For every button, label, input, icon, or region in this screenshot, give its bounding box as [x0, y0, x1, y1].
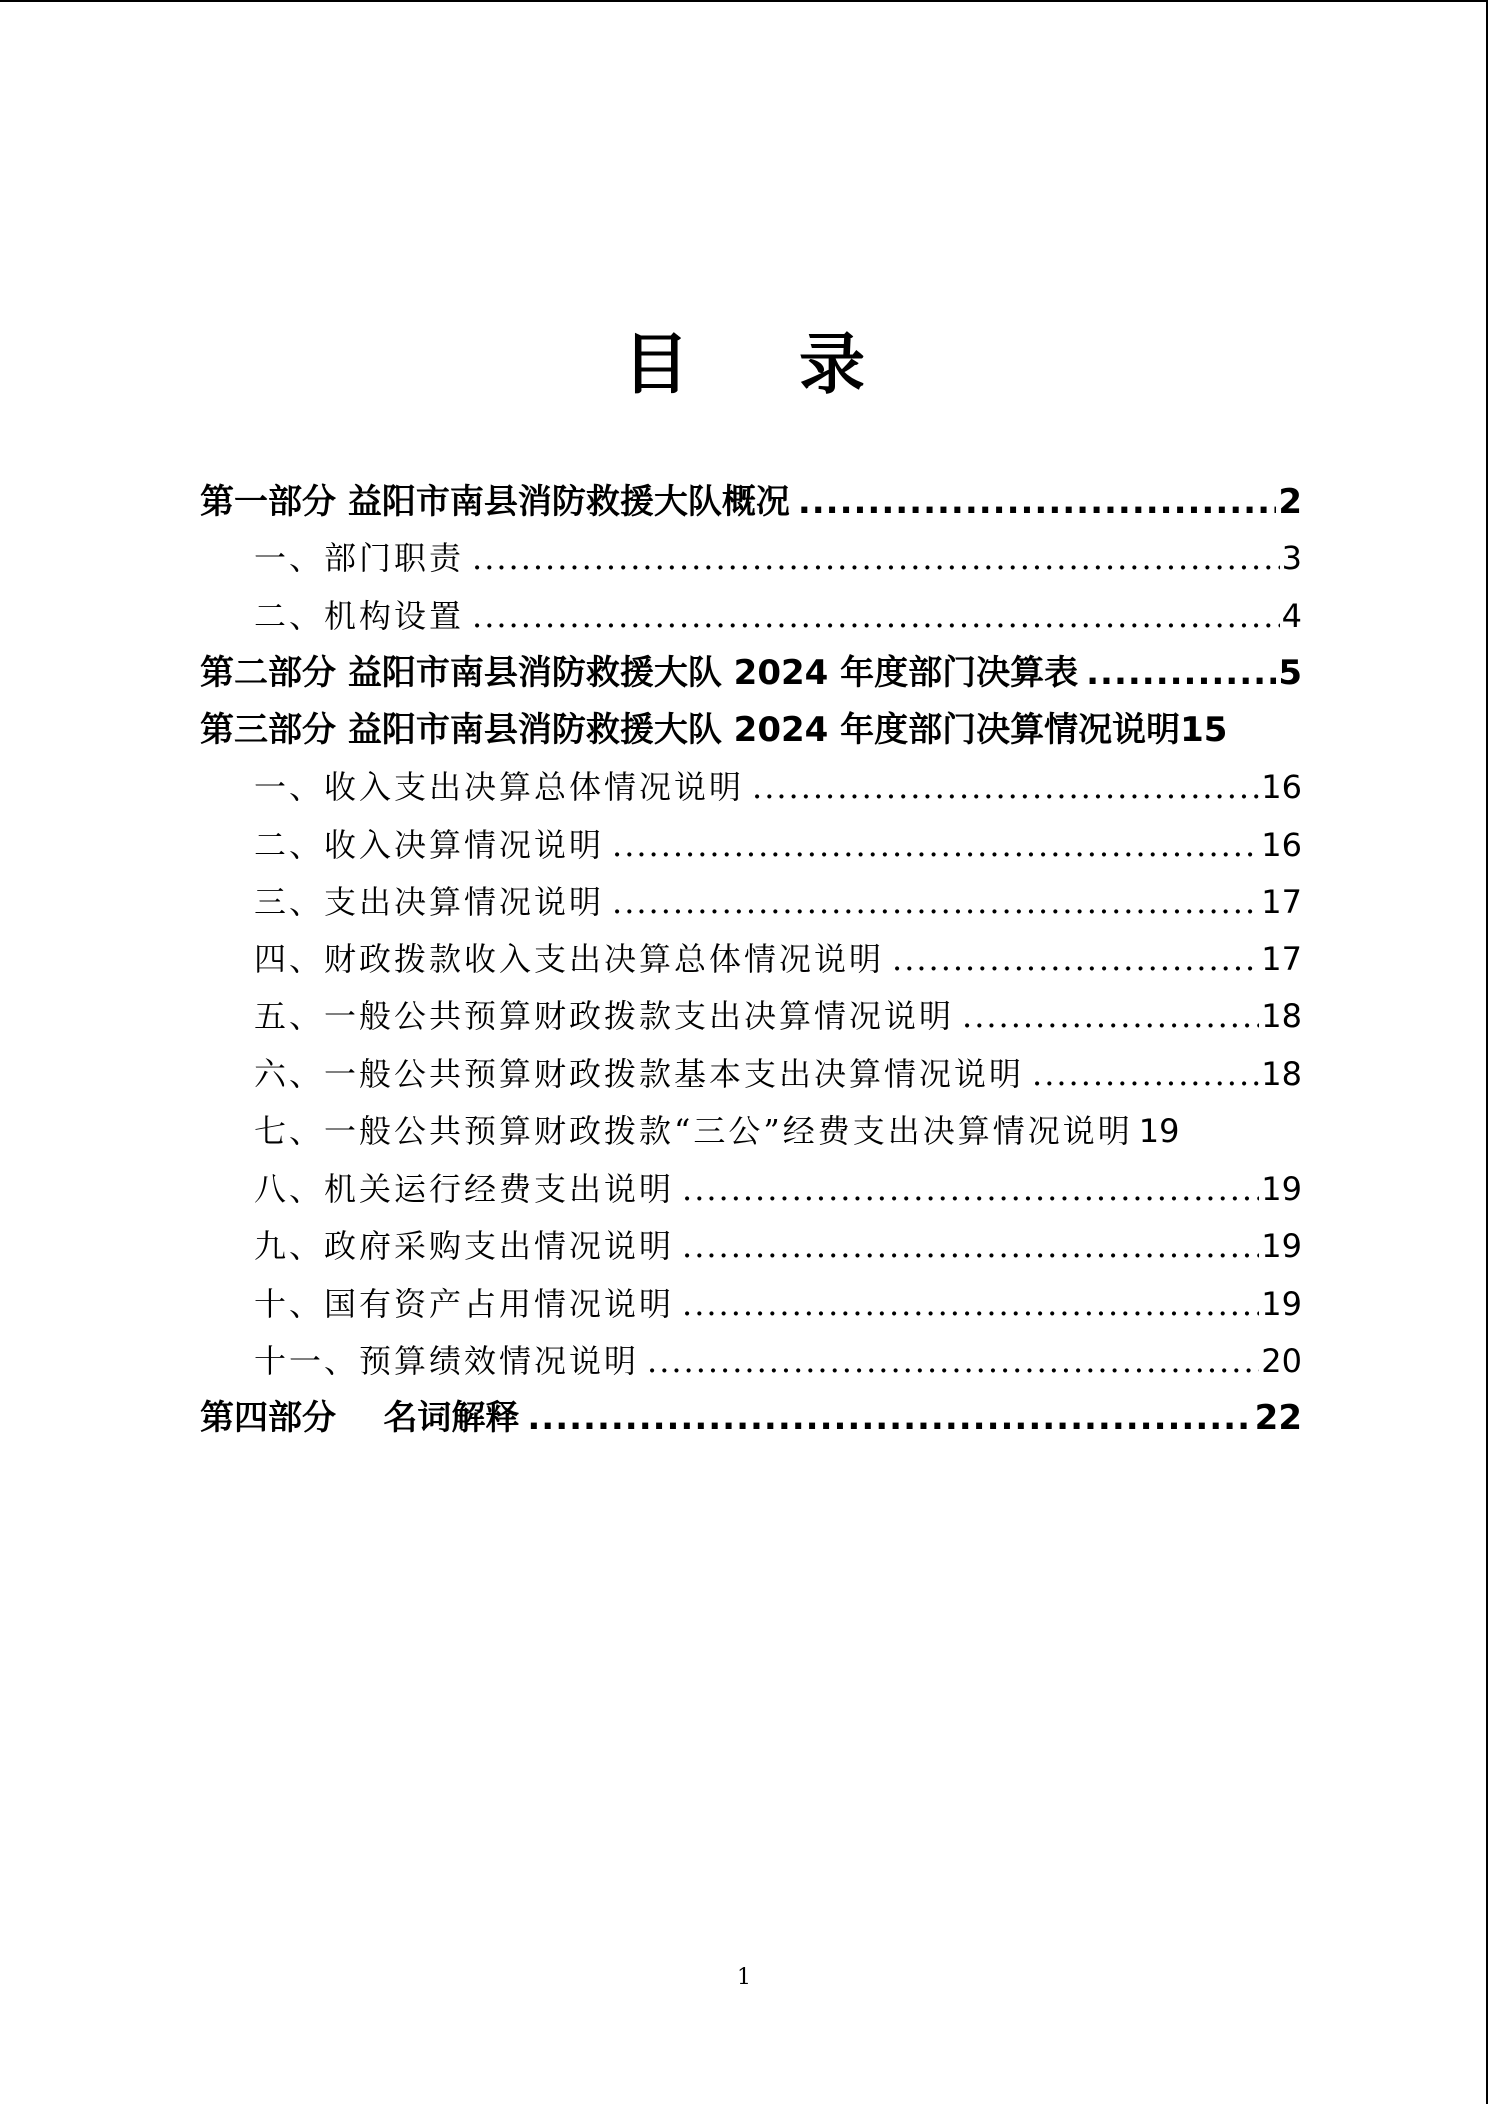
toc-entry-page: 17	[1261, 883, 1302, 921]
toc-entry-section[interactable]	[254, 530, 1302, 586]
toc-leader-dots	[472, 530, 1280, 586]
toc-entry-page: 2	[1278, 482, 1302, 522]
toc-entry-label: 四、财政拨款收入支出决算总体情况说明	[254, 940, 885, 978]
toc-leader-dots	[1032, 1046, 1259, 1102]
toc-entry-label: 第二部分 益阳市南县消防救援大队 2024 年度部门决算表	[200, 653, 1079, 693]
toc-entry-page: 19	[1261, 1285, 1302, 1323]
toc-entry-label: 二、收入决算情况说明	[254, 826, 605, 864]
toc-entry-label: 三、支出决算情况说明	[254, 883, 605, 921]
toc-entry-label: 一、收入支出决算总体情况说明	[254, 768, 745, 806]
toc-entry-label: 十、国有资产占用情况说明	[254, 1285, 675, 1323]
toc-entry-page: 20	[1261, 1342, 1302, 1380]
toc-entry-label: 九、政府采购支出情况说明	[254, 1227, 675, 1265]
toc-entry-label: 十一、预算绩效情况说明	[254, 1342, 640, 1380]
toc-leader-dots	[612, 817, 1259, 873]
toc-entry-part-1[interactable]	[200, 474, 1302, 530]
toc-entry-part-4[interactable]	[200, 1390, 1302, 1446]
toc-entry-label: 五、一般公共预算财政拨款支出决算情况说明	[254, 997, 955, 1035]
toc-leader-dots	[892, 931, 1259, 987]
toc-entry-section[interactable]	[254, 1161, 1302, 1217]
toc-entry-page: 19	[1138, 1112, 1180, 1150]
toc-leader-dots	[798, 474, 1276, 530]
toc-leader-dots	[752, 759, 1259, 815]
page-number: 1	[737, 1965, 751, 1990]
toc-leader-dots	[612, 874, 1259, 930]
toc-entry-page: 16	[1261, 826, 1302, 864]
toc-entry-label: 八、机关运行经费支出说明	[254, 1170, 675, 1208]
toc-title: 目录	[623, 326, 975, 403]
toc-leader-dots	[682, 1218, 1259, 1274]
toc-leader-dots	[472, 588, 1280, 644]
toc-entry-section[interactable]	[254, 1276, 1302, 1332]
toc-entry-page: 4	[1281, 597, 1302, 635]
toc-entry-section[interactable]	[254, 988, 1302, 1044]
toc-leader-dots	[962, 988, 1259, 1044]
toc-entry-label: 一、部门职责	[254, 539, 465, 577]
toc-leader-dots	[647, 1333, 1259, 1389]
toc-entry-label: 第四部分 名词解释	[200, 1398, 520, 1438]
toc-entry-page: 19	[1261, 1170, 1302, 1208]
toc-entry-page: 18	[1261, 997, 1302, 1035]
toc-entry-section[interactable]	[254, 1046, 1302, 1102]
toc-leader-dots	[682, 1161, 1259, 1217]
toc-entry-section[interactable]	[254, 1103, 1302, 1159]
toc-entry-part-3[interactable]	[200, 702, 1336, 758]
toc-leader-dots	[682, 1276, 1259, 1332]
toc-entry-label: 第一部分 益阳市南县消防救援大队概况	[200, 482, 790, 522]
toc-entry-part-2[interactable]	[200, 645, 1302, 701]
toc-entry-section[interactable]	[254, 588, 1302, 644]
toc-entry-page: 17	[1261, 940, 1302, 978]
toc-entry-label: 六、一般公共预算财政拨款基本支出决算情况说明	[254, 1055, 1025, 1093]
toc-entry-page: 22	[1254, 1398, 1302, 1438]
toc-entry-section[interactable]	[254, 874, 1302, 930]
toc-entry-page: 19	[1261, 1227, 1302, 1265]
toc-entry-label: 七、一般公共预算财政拨款“三公”经费支出决算情况说明	[254, 1112, 1133, 1150]
toc-entry-label: 第三部分 益阳市南县消防救援大队 2024 年度部门决算情况说明	[200, 710, 1181, 750]
toc-entry-page: 16	[1261, 768, 1302, 806]
toc-entry-section[interactable]	[254, 817, 1302, 873]
toc-leader-dots	[527, 1390, 1252, 1446]
toc-entry-label: 二、机构设置	[254, 597, 465, 635]
toc-entry-section[interactable]	[254, 759, 1302, 815]
toc-entry-page: 18	[1261, 1055, 1302, 1093]
toc-entry-section[interactable]	[254, 1333, 1302, 1389]
toc-entry-section[interactable]	[254, 931, 1302, 987]
toc-leader-dots	[1086, 645, 1276, 701]
toc-entry-section[interactable]	[254, 1218, 1302, 1274]
toc-entry-page: 3	[1281, 539, 1302, 577]
toc-entry-page: 5	[1278, 653, 1302, 693]
toc-entry-page: 15	[1180, 710, 1228, 750]
